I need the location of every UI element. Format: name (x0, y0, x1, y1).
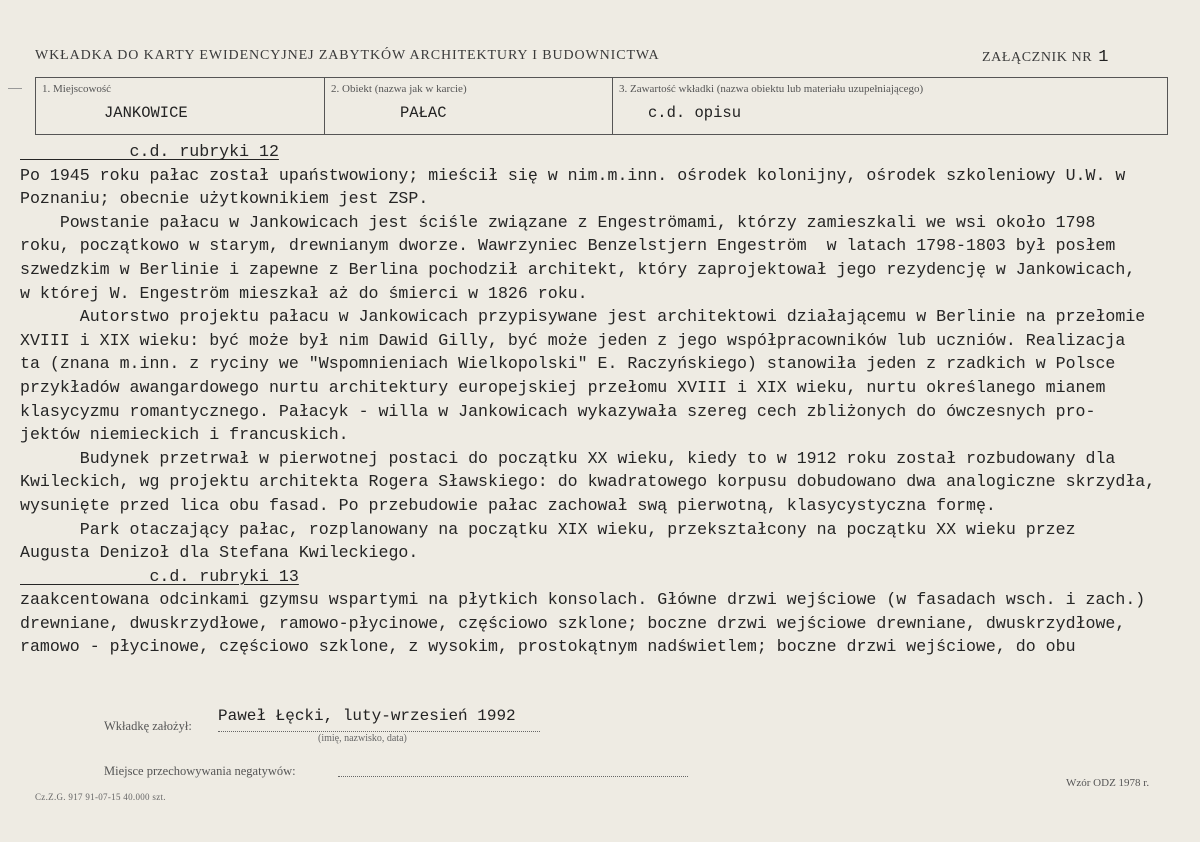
maker-hint: (imię, nazwisko, data) (318, 733, 407, 744)
text-line: drewniane, dwuskrzydłowe, ramowo-płycinowe, częściowo szklone; boczne drzwi wejściowe drewniane, dwuskrzydłowe, (20, 613, 1126, 633)
content-cell (612, 78, 1167, 134)
text-line: w której W. Engeström mieszkał aż do śmierci w 1826 roku. (20, 283, 588, 303)
text-line: szwedzkim w Berlinie i zapewne z Berlina pochodził architekt, który zaprojektował jego rezydencję w Jankowicach, (20, 259, 1136, 279)
annex-label (982, 48, 1109, 67)
negatives-dotted-line (338, 776, 688, 777)
text-line: zaakcentowana odcinkami gzymsu wspartymi na płytkich konsolach. Główne drzwi wejściowe (w fasadach wsch. i zach.) (20, 590, 1146, 610)
content-label: 3. Zawartość wkładki (nazwa obiektu lub materiału uzupełniającego) (619, 83, 924, 95)
text-line: klasycyzmu romantycznego. Pałacyk - willa w Jankowicach wykazywała szereg cech zbliżonych do ówczesnych pro- (20, 401, 1096, 421)
text-line: Kwileckich, wg projektu architekta Rogera Sławskiego: do kwadratowego korpusu dobudowano dwa analogiczne skrzydła, (20, 472, 1156, 492)
maker-label: Wkładkę założył: (104, 719, 192, 733)
text-line: wysunięte przed lica obu fasad. Po przebudowie pałac zachował swą pierwotną, klasycystyczna formę. (20, 495, 996, 515)
text-line: Poznaniu; obecnie użytkownikiem jest ZSP. (20, 189, 429, 209)
locality-label: 1. Miejscowość (42, 83, 112, 95)
locality-cell (36, 78, 324, 134)
text-line: Powstanie pałacu w Jankowicach jest ściśle związane z Engeströmami, którzy zamieszkali we wsi około 1798 (20, 212, 1096, 232)
header-fields-table (35, 77, 1168, 135)
annex-number: 1 (1098, 48, 1110, 67)
annex-label-text: ZAŁĄCZNIK NR (982, 50, 1093, 65)
object-value: PAŁAC (400, 104, 447, 122)
negatives-label: Miejsce przechowywania negatywów: (104, 764, 296, 778)
description-text (20, 140, 1180, 659)
text-line: Budynek przetrwał w pierwotnej postaci do początku XX wieku, kiedy to w 1912 roku został rozbudowany dla (20, 448, 1116, 468)
text-line: Augusta Denizoł dla Stefana Kwileckiego. (20, 543, 419, 563)
object-cell (324, 78, 612, 134)
margin-mark (8, 88, 22, 89)
text-line: przykładów awangardowego nurtu architektury europejskiej przełomu XVIII i XIX wieku, nurtu określanego mianem (20, 377, 1106, 397)
text-line: roku, początkowo w starym, drewnianym dworze. Wawrzyniec Benzelstjern Engeström w latach 1798-1803 był posłem (20, 236, 1116, 256)
text-line: ramowo - płycinowe, częściowo szklone, z wysokim, prostokątnym nadświetlem; boczne drzwi wejściowe, do obu (20, 637, 1076, 657)
text-line: jektów niemieckich i francuskich. (20, 425, 349, 445)
maker-value: Paweł Łęcki, luty-wrzesień 1992 (218, 707, 516, 725)
text-line: Autorstwo projektu pałacu w Jankowicach przypisywane jest architektowi działającemu w Berlinie na przełomie (20, 307, 1146, 327)
form-code: Wzór ODZ 1978 r. (1066, 777, 1150, 789)
text-line: XVIII i XIX wieku: być może był nim Dawid Gilly, być może jeden z jego współpracowników lub uczniów. Realizacja (20, 330, 1126, 350)
text-line: Park otaczający pałac, rozplanowany na początku XIX wieku, przekształcony na początku XX wieku przez (20, 519, 1076, 539)
text-line: ta (znana m.inn. z ryciny we "Wspomnieniach Wielkopolski" E. Raczyńskiego) stanowiła jeden z rzadkich w Polsce (20, 354, 1116, 374)
maker-dotted-line (218, 731, 540, 732)
locality-value: JANKOWICE (104, 104, 188, 122)
section-heading-12: c.d. rubryki 12 (20, 142, 279, 161)
text-line: Po 1945 roku pałac został upaństwowiony; mieścił się w nim.m.inn. ośrodek kolonijny, ośrodek szkoleniowy U.W. w (20, 165, 1126, 185)
print-info: Cz.Z.G. 917 91-07-15 40.000 szt. (35, 792, 166, 802)
content-value: c.d. opisu (648, 104, 742, 122)
section-heading-13: c.d. rubryki 13 (20, 566, 299, 586)
object-label: 2. Obiekt (nazwa jak w karcie) (331, 83, 467, 95)
form-title: WKŁADKA DO KARTY EWIDENCYJNEJ ZABYTKÓW ARCHITEKTURY I BUDOWNICTWA (35, 48, 660, 63)
